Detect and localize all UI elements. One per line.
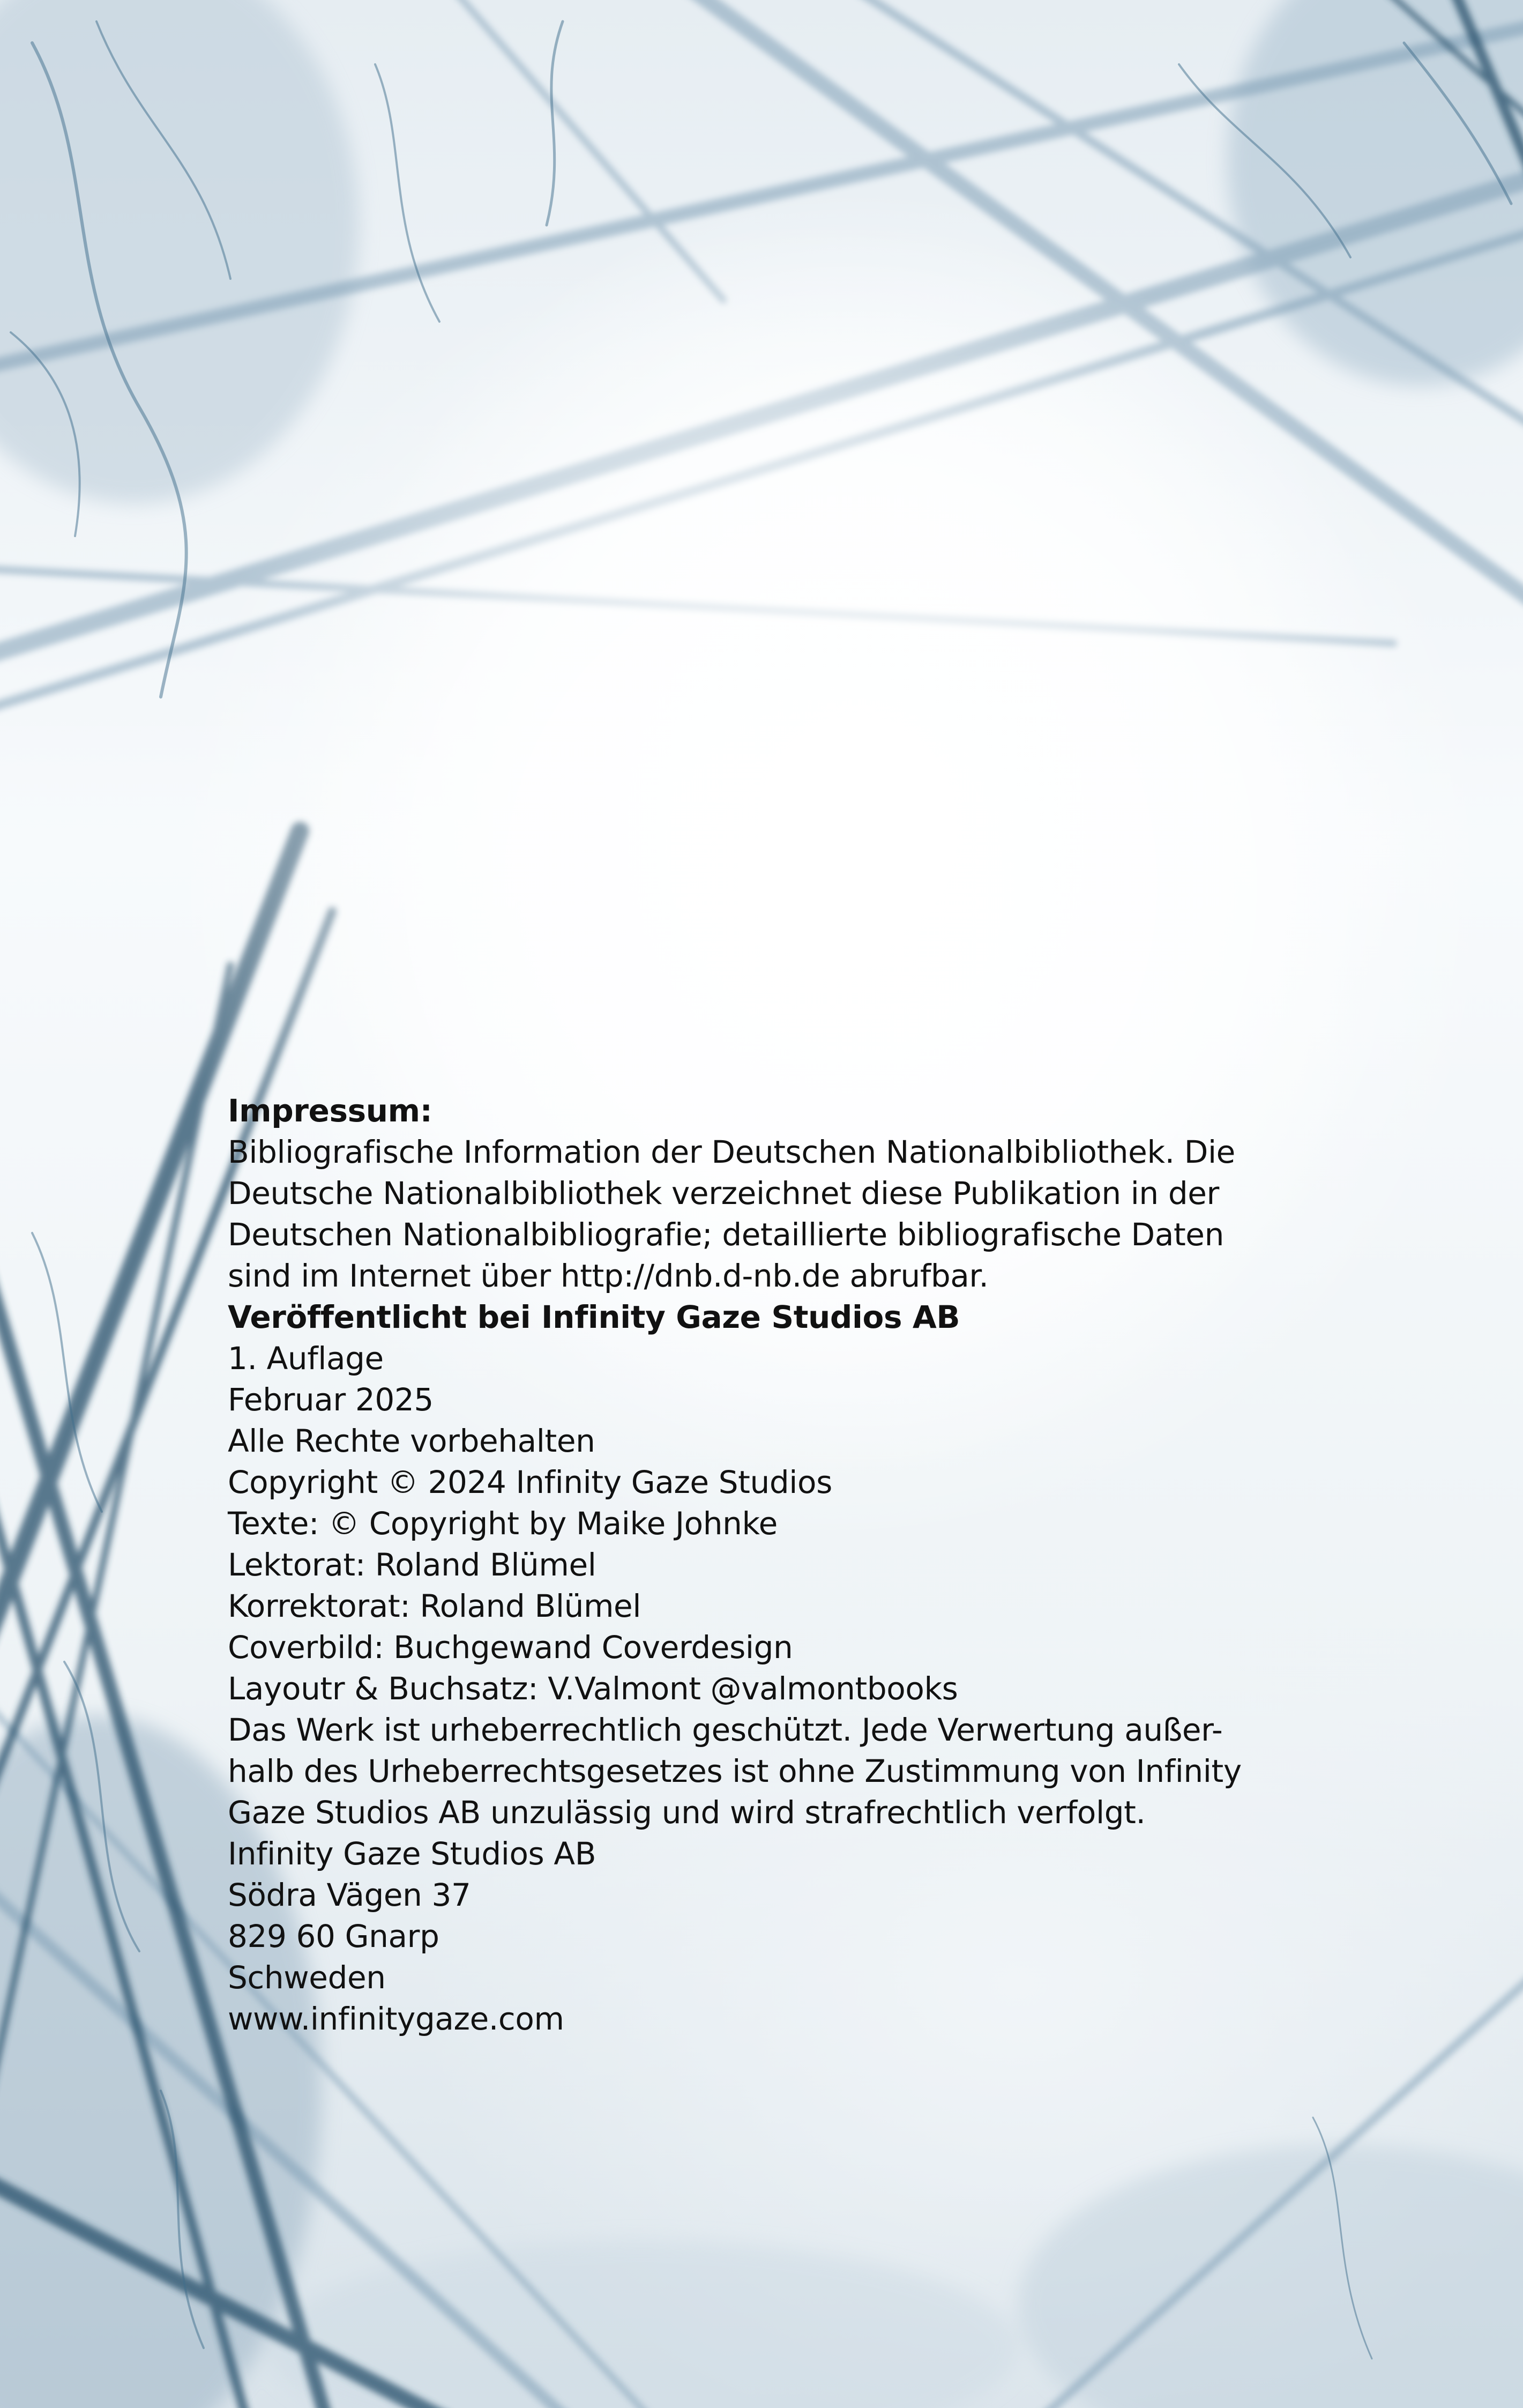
- address-street: Södra Vägen 37: [228, 1877, 471, 1913]
- legal-line: Das Werk ist urheberrechtlich geschützt. Jede Verwertung außer-: [228, 1712, 1223, 1748]
- bibliographic-line: sind im Internet über http://dnb.d-nb.de abrufbar.: [228, 1258, 989, 1294]
- proofreading-credit: Korrektorat: Roland Blümel: [228, 1588, 641, 1624]
- layout-credit: Layoutr & Buchsatz: V.Valmont @valmontbooks: [228, 1670, 958, 1707]
- publisher-statement: Veröffentlicht bei Infinity Gaze Studios AB: [228, 1299, 960, 1335]
- imprint-heading: Impressum:: [228, 1092, 432, 1129]
- cover-image-credit: Coverbild: Buchgewand Coverdesign: [228, 1629, 793, 1666]
- address-postal-city: 829 60 Gnarp: [228, 1918, 439, 1954]
- legal-line: Gaze Studios AB unzulässig und wird strafrechtlich verfolgt.: [228, 1794, 1146, 1831]
- copyright-line: Copyright © 2024 Infinity Gaze Studios: [228, 1464, 832, 1500]
- edition-line: 1. Auflage: [228, 1340, 384, 1377]
- bibliographic-line: Bibliografische Information der Deutschen Nationalbibliothek. Die: [228, 1134, 1235, 1170]
- editing-credit: Lektorat: Roland Blümel: [228, 1547, 596, 1583]
- imprint-text-block: [228, 1090, 1305, 2040]
- address-country: Schweden: [228, 1959, 386, 1996]
- website-line: www.infinitygaze.com: [228, 2001, 564, 2037]
- legal-line: halb des Urheberrechtsgesetzes ist ohne Zustimmung von Infinity: [228, 1753, 1242, 1789]
- bibliographic-line: Deutschen Nationalbibliografie; detaillierte bibliografische Daten: [228, 1216, 1224, 1253]
- address-company: Infinity Gaze Studios AB: [228, 1835, 596, 1872]
- rights-line: Alle Rechte vorbehalten: [228, 1423, 595, 1459]
- publication-date: Februar 2025: [228, 1381, 434, 1418]
- bibliographic-line: Deutsche Nationalbibliothek verzeichnet diese Publikation in der: [228, 1175, 1219, 1212]
- texts-credit: Texte: © Copyright by Maike Johnke: [228, 1505, 778, 1542]
